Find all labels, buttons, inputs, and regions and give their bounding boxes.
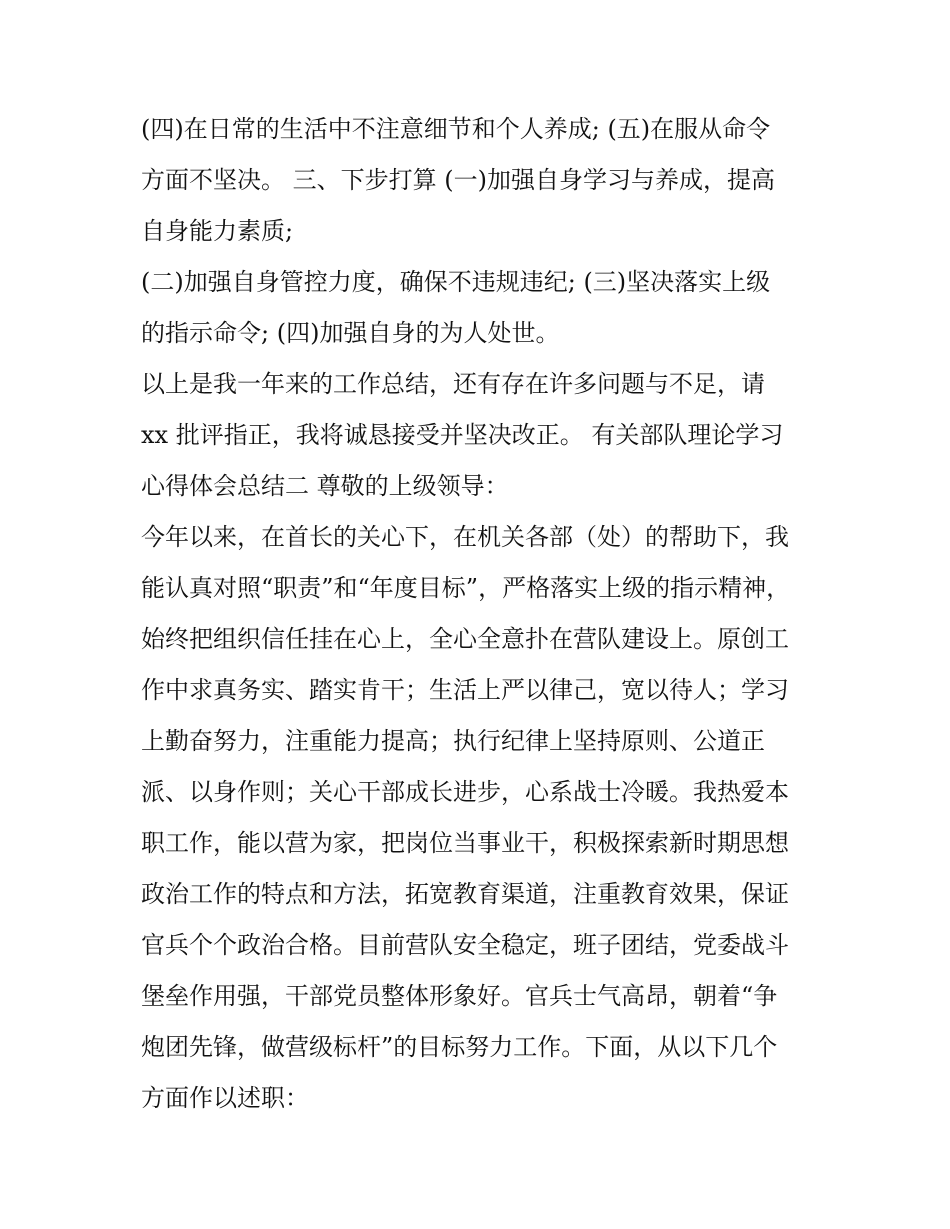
text-line-17: 官兵个个政治合格。目前营队安全稳定，班子团结，党委战斗 <box>141 931 789 959</box>
text-line-1: (四)在日常的生活中不注意细节和个人养成; (五)在服从命令 <box>141 115 771 143</box>
text-line-10: 能认真对照“职责”和“年度目标”，严格落实上级的指示精神， <box>141 574 791 602</box>
text-line-9: 今年以来，在首长的关心下，在机关各部（处）的帮助下，我 <box>141 523 789 551</box>
text-line-6: 以上是我一年来的工作总结，还有存在许多问题与不足，请 <box>141 370 765 398</box>
text-line-11: 始终把组织信任挂在心上，全心全意扑在营队建设上。原创工 <box>141 625 789 653</box>
text-line-18: 堡垒作用强，干部党员整体形象好。官兵士气高昂，朝着“争 <box>141 982 778 1010</box>
text-line-2: 方面不坚决。 三、下步打算 (一)加强自身学习与养成，提高 <box>141 166 775 194</box>
text-line-16: 政治工作的特点和方法，拓宽教育渠道，注重教育效果，保证 <box>141 880 789 908</box>
text-line-8: 心得体会总结二 尊敬的上级领导： <box>141 472 509 500</box>
text-line-3: 自身能力素质; <box>141 217 294 245</box>
text-line-19: 炮团先锋，做营级标杆”的目标努力工作。下面，从以下几个 <box>141 1033 778 1061</box>
text-line-14: 派、以身作则；关心干部成长进步，心系战士冷暖。我热爱本 <box>141 778 789 806</box>
text-line-7: xx 批评指正，我将诚恳接受并坚决改正。 有关部队理论学习 <box>141 421 784 449</box>
text-line-20: 方面作以述职： <box>141 1084 309 1112</box>
text-line-12: 作中求真务实、踏实肯干；生活上严以律己，宽以待人；学习 <box>141 676 789 704</box>
text-line-4: (二)加强自身管控力度，确保不违规违纪; (三)坚决落实上级 <box>141 268 771 296</box>
text-line-5: 的指示命令; (四)加强自身的为人处世。 <box>141 319 560 347</box>
text-line-15: 职工作，能以营为家，把岗位当事业干，积极探索新时期思想 <box>141 829 789 857</box>
text-line-13: 上勤奋努力，注重能力提高；执行纪律上坚持原则、公道正 <box>141 727 765 755</box>
